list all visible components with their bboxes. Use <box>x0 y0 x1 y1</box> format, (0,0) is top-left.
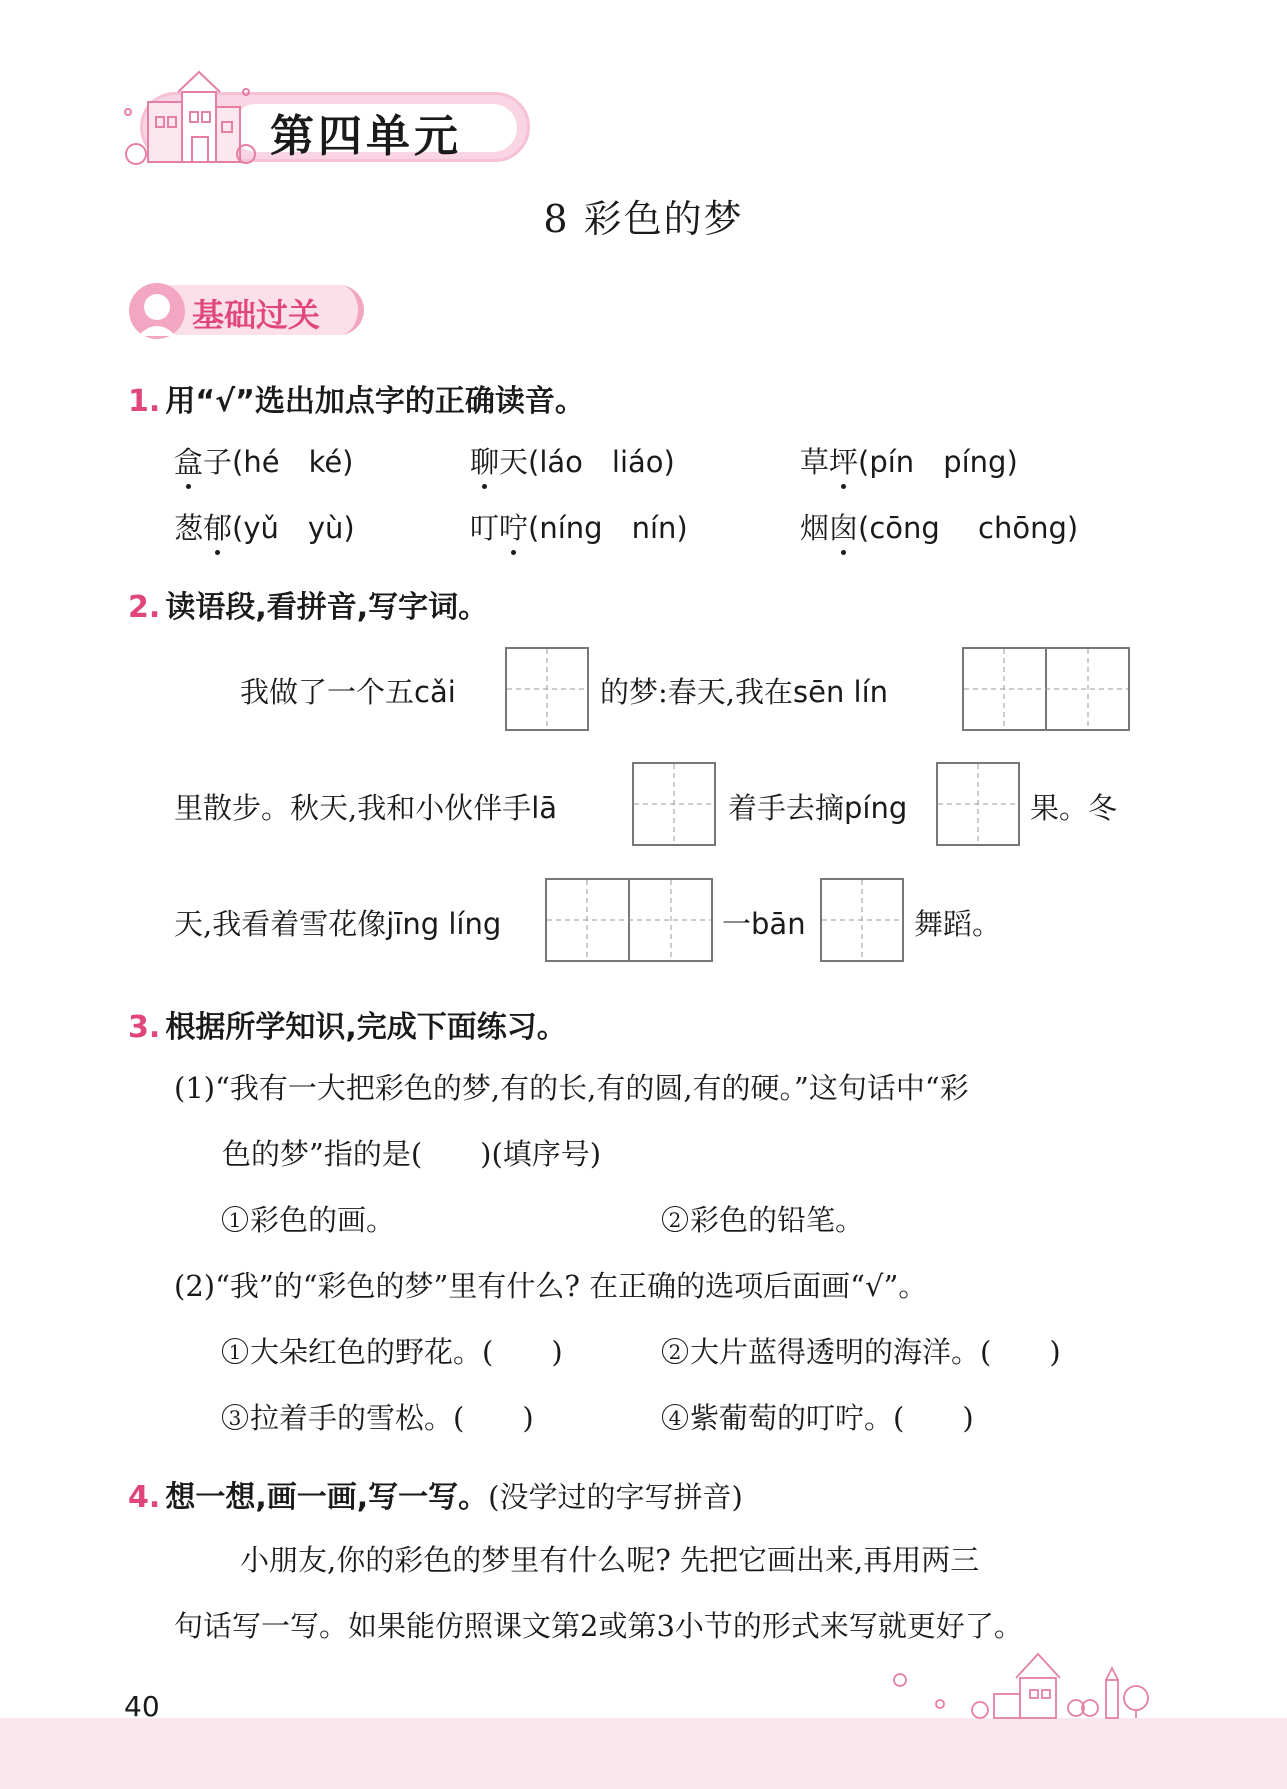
circled-number: 1 <box>222 1206 248 1232</box>
section-title: 基础过关 <box>192 296 321 334</box>
circled-number: 1 <box>222 1338 248 1364</box>
q2-line2-c: 果。冬 <box>1030 791 1118 825</box>
q4-line1: 小朋友,你的彩色的梦里有什么呢? 先把它画出来,再用两三 <box>240 1543 980 1577</box>
option-text: 紫葡萄的叮咛。( ) <box>690 1401 974 1435</box>
pinyin-options[interactable]: (níng nín) <box>528 511 688 545</box>
char: 葱 <box>174 511 204 545</box>
option-text: 大片蓝得透明的海洋。( ) <box>690 1335 1061 1369</box>
pinyin-options[interactable]: (hé ké) <box>232 445 354 479</box>
q1-item-4 <box>174 506 355 547</box>
char: 叮 <box>470 511 500 545</box>
pinyin: lā <box>531 791 558 825</box>
pinyin: sēn lín <box>793 675 889 709</box>
q2-prompt: 读语段,看拼音,写字词。 <box>165 590 489 625</box>
char: 草 <box>800 445 830 479</box>
char: 烟 <box>800 511 830 545</box>
char-dotted: 坪 <box>829 440 858 481</box>
pinyin-options[interactable]: (pín píng) <box>858 445 1018 479</box>
q1-number: 1. <box>128 384 161 419</box>
pinyin-options[interactable]: (cōng chōng) <box>858 511 1079 545</box>
text: 的梦:春天,我在 <box>600 675 793 709</box>
q2-line1 <box>240 670 456 711</box>
q2-line1-b <box>600 670 888 711</box>
q3-p1-line1: (1)“我有一大把彩色的梦,有的长,有的圆,有的硬。”这句话中“彩 <box>174 1071 969 1105</box>
text: 着手去摘 <box>728 791 845 825</box>
q3-heading <box>128 1002 567 1046</box>
q2-heading <box>128 582 488 626</box>
circled-number: 2 <box>662 1338 688 1364</box>
student-avatar-icon <box>126 280 188 342</box>
q3-p2-opt1[interactable] <box>222 1330 563 1371</box>
page-number: 40 <box>124 1690 160 1723</box>
text: 一 <box>722 907 752 941</box>
lesson-title: 8 彩色的梦 <box>543 197 744 241</box>
char-dotted: 囱 <box>829 506 858 547</box>
q3-p2-opt4[interactable] <box>662 1396 974 1437</box>
q1-heading <box>128 376 585 420</box>
q3-p2-opt2[interactable] <box>662 1330 1061 1371</box>
circled-number: 2 <box>662 1206 688 1232</box>
tianzige-box[interactable] <box>820 878 904 962</box>
q4-prompt: 想一想,画一画,写一写。 <box>165 1480 489 1515</box>
char-dotted: 盒 <box>174 440 203 481</box>
q2-line2-b <box>728 786 907 827</box>
pinyin: píng <box>844 791 908 825</box>
pinyin-options[interactable]: (láo liáo) <box>528 445 675 479</box>
tianzige-box[interactable] <box>505 647 589 731</box>
q2-line3-c: 舞蹈。 <box>914 907 1002 941</box>
char-dotted: 郁 <box>203 506 232 547</box>
char: 子 <box>203 445 233 479</box>
option-text: 彩色的铅笔。 <box>690 1203 865 1237</box>
pinyin: jīng líng <box>386 907 502 941</box>
text: 天,我看着雪花像 <box>174 907 387 941</box>
unit-title: 第四单元 <box>270 111 462 162</box>
q3-prompt: 根据所学知识,完成下面练习。 <box>165 1010 567 1045</box>
castle-icon <box>118 62 258 172</box>
option-text: 拉着手的雪松。( ) <box>250 1401 534 1435</box>
q4-number: 4. <box>128 1480 161 1515</box>
char-dotted: 聊 <box>470 440 499 481</box>
q4-line2: 句话写一写。如果能仿照课文第2或第3小节的形式来写就更好了。 <box>174 1609 1023 1643</box>
q3-p1-opt2[interactable] <box>662 1198 864 1239</box>
q2-line2 <box>174 786 557 827</box>
char-dotted: 咛 <box>499 506 528 547</box>
char: 天 <box>499 445 529 479</box>
q4-note: (没学过的字写拼音) <box>488 1480 743 1514</box>
q2-number: 2. <box>128 590 161 625</box>
pinyin: bān <box>751 907 806 941</box>
q1-item-3 <box>800 440 1018 481</box>
q2-line3 <box>174 902 501 943</box>
option-text: 彩色的画。 <box>250 1203 396 1237</box>
option-text: 大朵红色的野花。( ) <box>250 1335 563 1369</box>
q1-item-2 <box>470 440 675 481</box>
q3-p2-opt3[interactable] <box>222 1396 534 1437</box>
q2-line3-b <box>722 902 806 943</box>
q3-p2-line: (2)“我”的“彩色的梦”里有什么? 在正确的选项后面画“√”。 <box>174 1269 928 1303</box>
pinyin-options[interactable]: (yǔ yù) <box>232 511 355 545</box>
q3-p1-line2: 色的梦”指的是( )(填序号) <box>222 1137 602 1171</box>
text: 里散步。秋天,我和小伙伴手 <box>174 791 532 825</box>
q3-number: 3. <box>128 1010 161 1045</box>
tianzige-box[interactable] <box>936 762 1020 846</box>
q1-item-6 <box>800 506 1078 547</box>
text: 我做了一个五 <box>240 675 415 709</box>
pinyin: cǎi <box>414 675 456 709</box>
circled-number: 4 <box>662 1404 688 1430</box>
tianzige-box-double[interactable] <box>545 878 713 962</box>
q1-item-1 <box>174 440 353 481</box>
circled-number: 3 <box>222 1404 248 1430</box>
tianzige-box-double[interactable] <box>962 647 1130 731</box>
tianzige-box[interactable] <box>632 762 716 846</box>
q3-p1-opt1[interactable] <box>222 1198 395 1239</box>
footer-band <box>0 1718 1287 1789</box>
q1-prompt: 用“√”选出加点字的正确读音。 <box>165 384 585 419</box>
castle-decoration-icon <box>880 1648 1170 1720</box>
q4-heading <box>128 1472 743 1516</box>
q1-item-5 <box>470 506 688 547</box>
